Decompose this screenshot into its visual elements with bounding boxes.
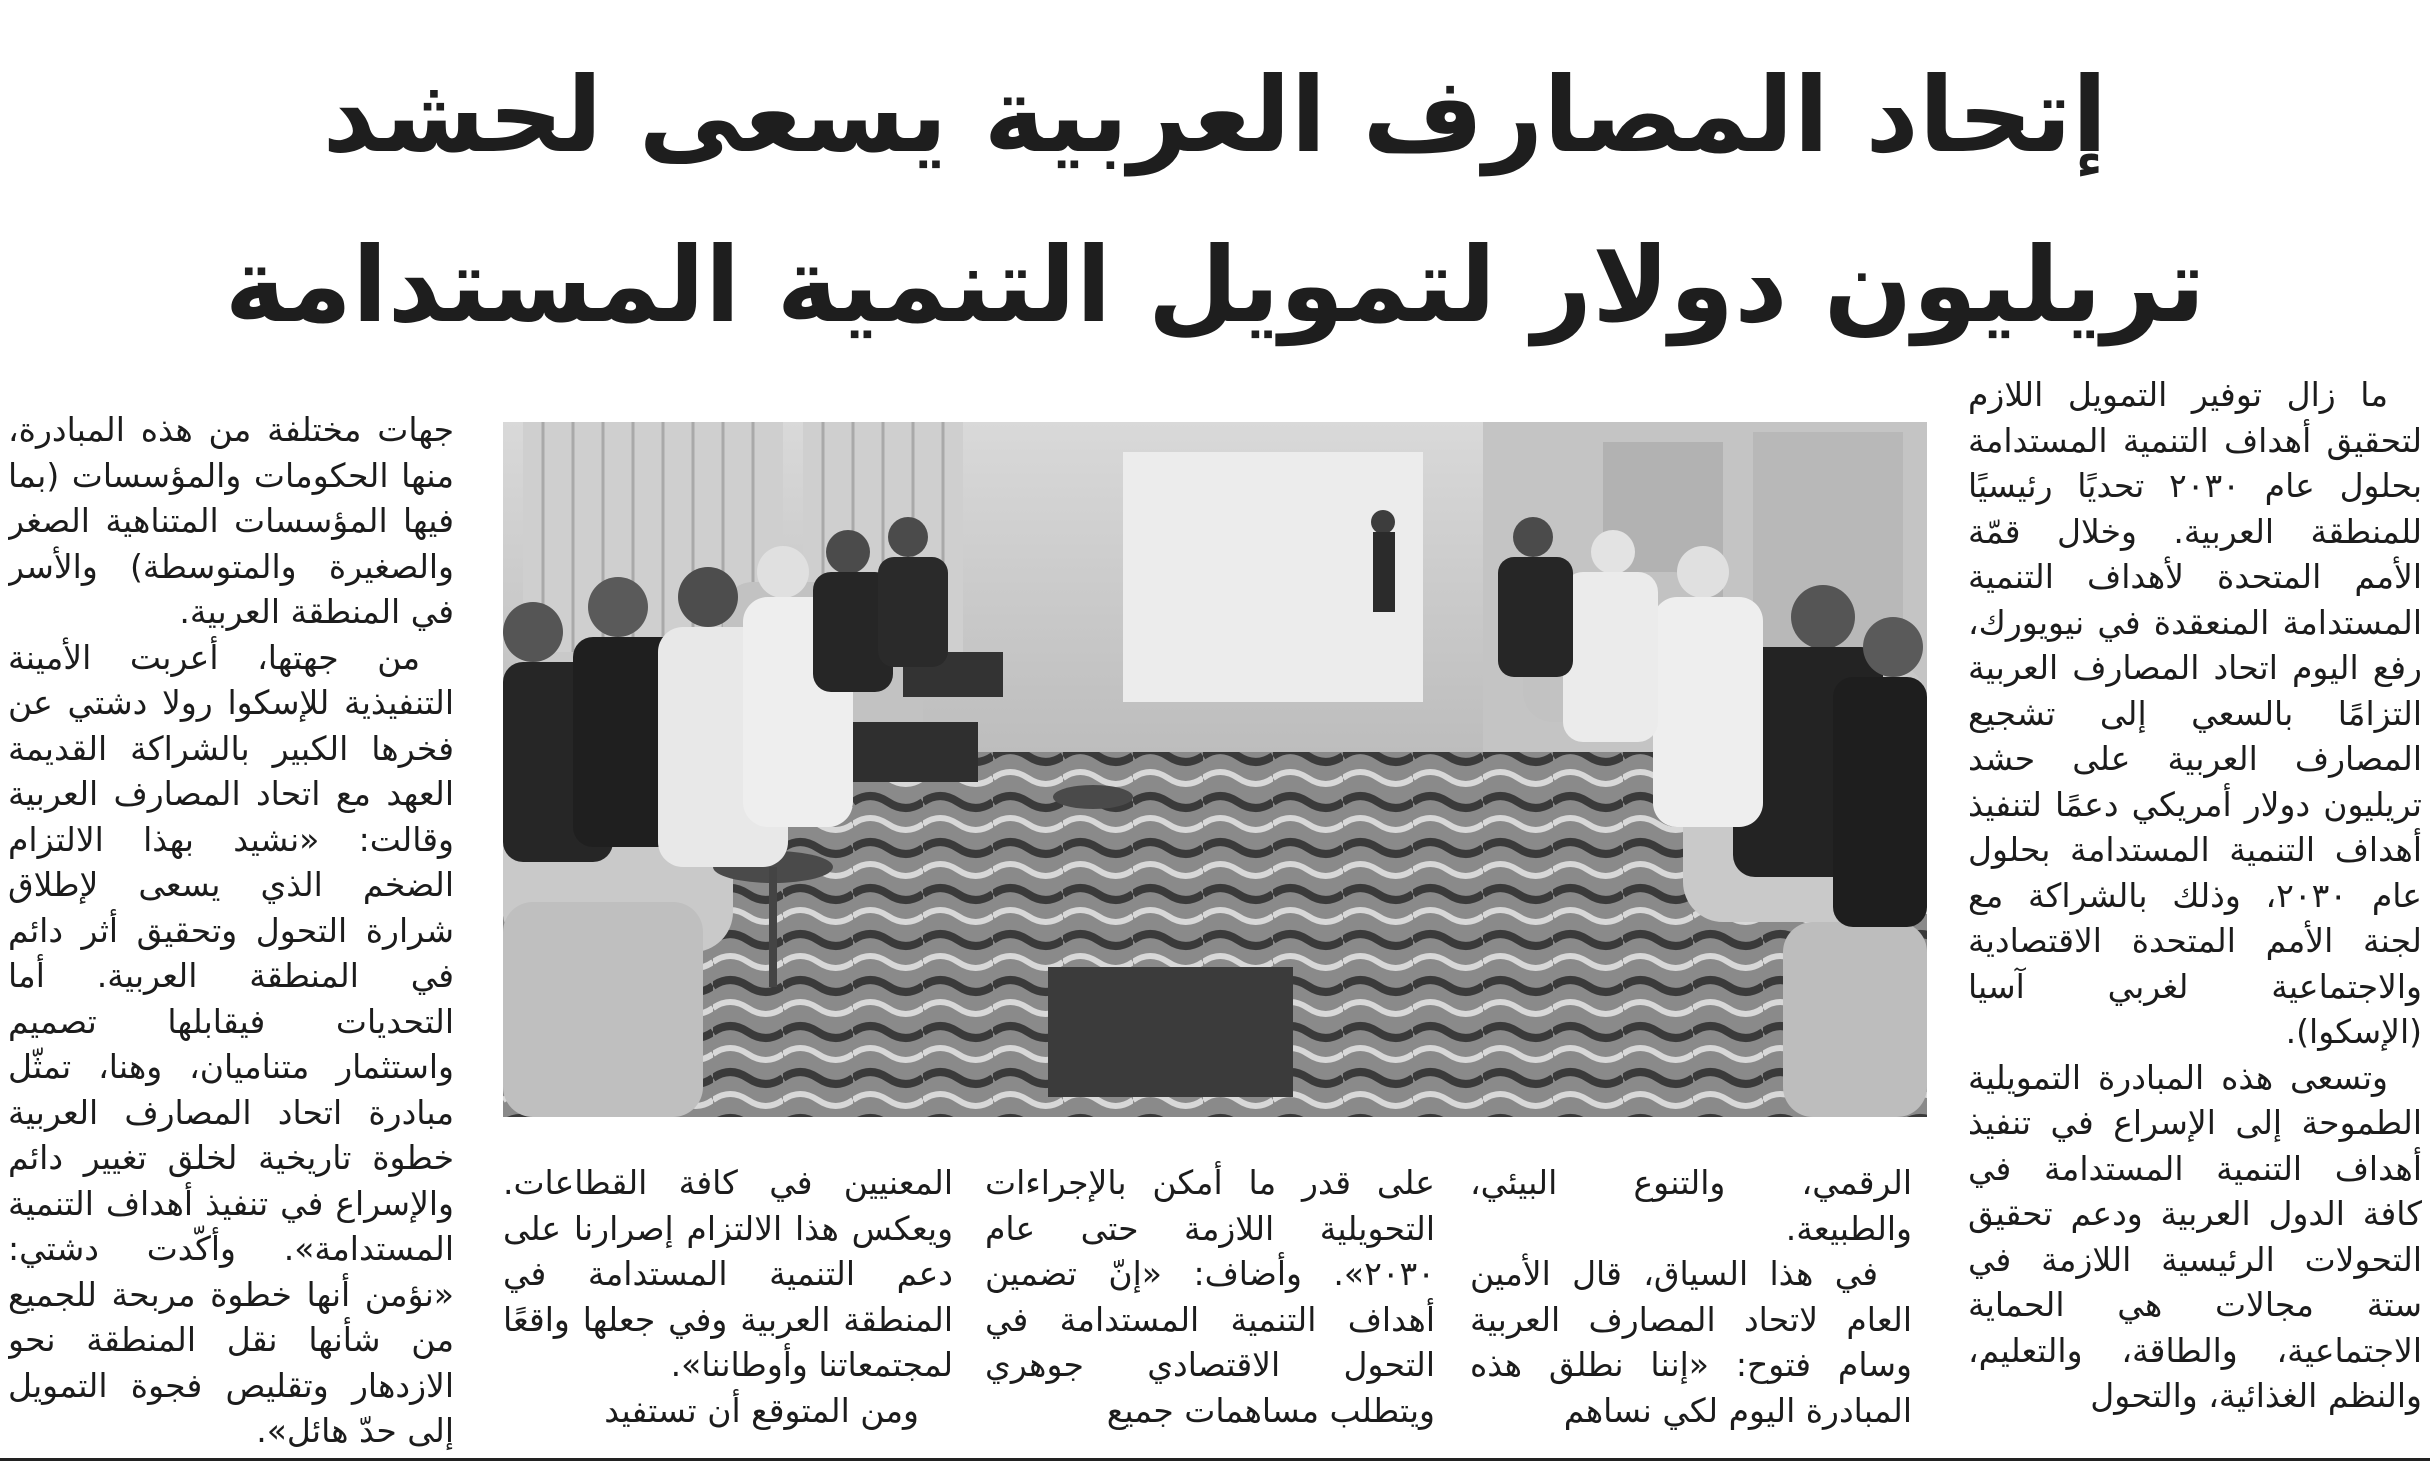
paragraph: المعنيين في كافة القطاعات. ويعكس هذا الالتزام إصرارنا على دعم التنمية المستدامة في المنطقة العربية وفي جعلها واقعًا لمجتمعاتنا وأوطاننا». xyxy=(503,1163,953,1384)
headline-line-1: إتحاد المصارف العربية يسعى لحشد xyxy=(322,54,2108,176)
paragraph: على قدر ما أمكن بالإجراءات التحويلية اللازمة حتى عام ٢٠٣٠». وأضاف: «إنّ تضمين أهداف التنمية المستدامة في التحول الاقتصادي جوهري ويتطلب مساهمات جميع xyxy=(985,1163,1435,1430)
paragraph: ومن المتوقع أن تستفيد xyxy=(604,1390,919,1430)
paragraph: جهات مختلفة من هذه المبادرة، منها الحكومات والمؤسسات (بما فيها المؤسسات المتناهية الصغر والصغيرة والمتوسطة) والأسر في المنطقة العربية. xyxy=(8,410,454,631)
paragraph: الرقمي، والتنوع البيئي، والطبيعة. xyxy=(1470,1163,1912,1248)
paragraph: ما زال توفير التمويل اللازم لتحقيق أهداف التنمية المستدامة بحلول عام ٢٠٣٠ تحديًا رئيسيًا للمنطقة العربية. وخلال قمّة الأمم المتحدة لأهداف التنمية المستدامة المنعقدة في نيويورك، رفع اليوم اتحاد المصارف العربية التزامًا بالسعي إلى تشجيع المصارف العربية على حشد تريليون دولار أمريكي دعمًا لتنفيذ أهداف التنمية المستدامة بحلول عام ٢٠٣٠، وذلك بالشراكة مع لجنة الأمم المتحدة الاقتصادية والاجتماعية لغربي آسيا (الإسكوا). xyxy=(1968,375,2422,1051)
group-meeting-photo xyxy=(503,422,1927,1117)
paragraph: وتسعى هذه المبادرة التمويلية الطموحة إلى الإسراع في تنفيذ أهداف التنمية المستدامة في كافة الدول العربية ودعم تحقيق التحولات الرئيسية اللازمة في ستة مجالات هي الحماية الاجتماعية، والطاقة، والتعليم، والنظم الغذائية، والتحول xyxy=(1968,1057,2422,1415)
page-bottom-rule xyxy=(0,1458,2430,1461)
article-column-bottom-2 xyxy=(985,1160,1435,1452)
article-column-right xyxy=(1968,372,2422,1452)
paragraph: من جهتها، أعربت الأمينة التنفيذية للإسكوا رولا دشتي عن فخرها الكبير بالشراكة القديمة العهد مع اتحاد المصارف العربية وقالت: «نشيد بهذا الالتزام الضخم الذي يسعى لإطلاق شرارة التحول وتحقيق أثر دائم في المنطقة العربية. أما التحديات فيقابلها تصميم واستثمار متناميان، وهنا، تمثّل مبادرة اتحاد المصارف العربية خطوة تاريخية لخلق تغيير دائم والإسراع في تنفيذ أهداف التنمية المستدامة». وأكّدت دشتي: «نؤمن أنها خطوة مربحة للجميع من شأنها نقل المنطقة نحو الازدهار وتقليص فجوة التمويل إلى حدّ هائل». xyxy=(8,637,454,1450)
article-column-bottom-1 xyxy=(1470,1160,1912,1452)
article-column-bottom-3 xyxy=(503,1160,953,1452)
article-column-left xyxy=(8,407,454,1452)
headline-line-2: تريليون دولار لتمويل التنمية المستدامة xyxy=(224,224,2206,346)
paragraph: في هذا السياق، قال الأمين العام لاتحاد المصارف العربية وسام فتوح: «إننا نطلق هذه المبادرة اليوم لكي نساهم xyxy=(1470,1254,1912,1430)
